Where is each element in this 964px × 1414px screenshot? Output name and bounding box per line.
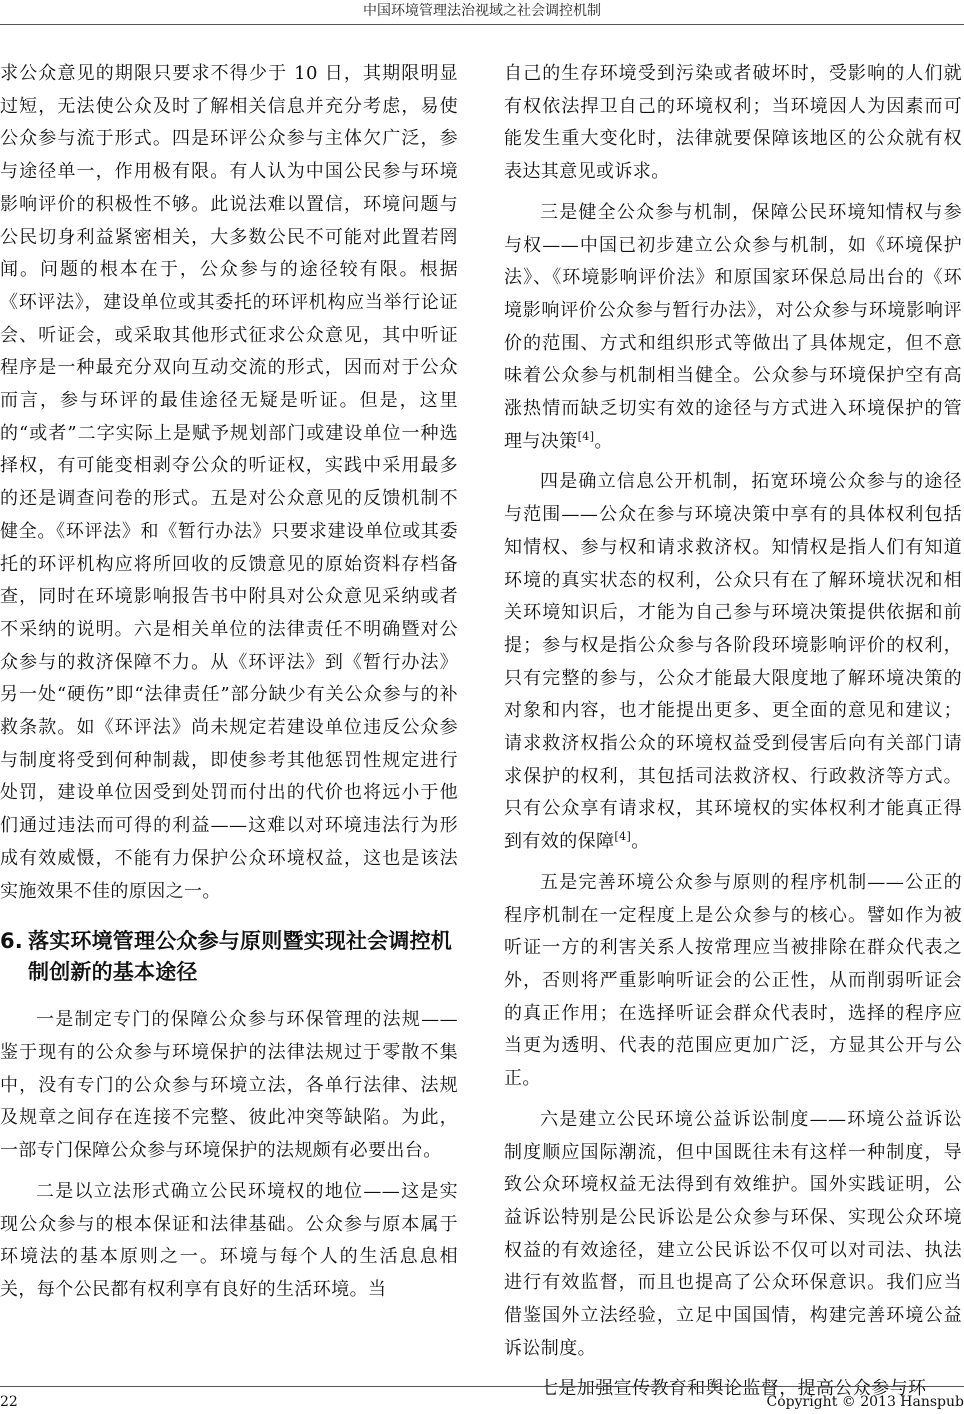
citation-reference: [4] <box>614 830 632 844</box>
paragraph-text: 三是健全公众参与机制，保障公民环境知情权与参与权——中国已初步建立公众参与机制，如《环境保护法》、《环境影响评价法》和原国家环保总局出台的《环境影响评价公众参与暂行办法》，对公众参与环境影响评价的范围、方式和组织形式等做出了具体规定，但不意味着公众参与机制相当健全。公众参与环境保护空有高涨热情而缺乏切实有效的途径与方式进入环境保护的管理与决策 <box>504 201 962 452</box>
section-heading <box>0 926 458 988</box>
body-paragraph: 一是制定专门的保障公众参与环保管理的法规——鉴于现有的公众参与环境保护的法律法规过于零散不集中，没有专门的公众参与环境立法，各单行法律、法规及规章之间存在连接不完整、彼此冲突等缺陷。为此，一部专门保障公众参与环境保护的法规颇有必要出台。 <box>0 1009 458 1162</box>
body-paragraph <box>504 197 962 459</box>
copyright-notice: Copyright © 2013 Hanspub <box>766 1394 964 1410</box>
running-header-title: 中国环境管理法治视域之社会调控机制 <box>363 3 601 19</box>
body-paragraph: 求公众意见的期限只要求不得少于 10 日，其期限明显过短，无法使公众及时了解相关信息并充分考虑，易使公众参与流于形式。四是环评公众参与主体欠广泛，参与途径单一，作用极有限。有人认为中国公民参与环境影响评价的积极性不够。此说法难以置信，环境问题与公民切身利益紧密相关，大多数公民不可能对此置若罔闻。问题的根本在于，公众参与的途径较有限。根据《环评法》，建设单位或其委托的环评机构应当举行论证会、听证会，或采取其他形式征求公众意见，其中听证程序是一种最充分双向互动交流的形式，因而对于公众而言，参与环评的最佳途径无疑是听证。但是，这里的“或者”二字实际上是赋予规划部门或建设单位一种选择权，有可能变相剥夺公众的听证权，实践中采用最多的还是调查问卷的形式。五是对公众意见的反馈机制不健全。《环评法》和《暂行办法》只要求建设单位或其委托的环评机构应将所回收的反馈意见的原始资料存档备查，同时在环境影响报告书中附具对公众意见采纳或者不采纳的说明。六是相关单位的法律责任不明确暨对公众参与的救济保障不力。从《环评法》到《暂行办法》另一处“硬伤”即“法律责任”部分缺少有关公众参与的补救条款。如《环评法》尚未规定若建设单位违反公众参与制度将受到何种制裁，即使参考其他惩罚性规定进行处罚，建设单位因受到处罚而付出的代价也将远小于他们通过违法而可得的利益——这难以对环境违法行为形成有效威慑，不能有力保护公众环境权益，这也是该法实施效果不佳的原因之一。 <box>0 63 458 902</box>
right-column <box>504 58 962 1406</box>
section-number: 6. <box>0 929 23 954</box>
body-paragraph: 自己的生存环境受到污染或者破坏时，受影响的人们就有权依法捍卫自己的环境权利；当环境因人为因素而可能发生重大变化时，法律就要保障该地区的公众就有权表达其意见或诉求。 <box>504 63 962 183</box>
body-paragraph: 二是以立法形式确立公民环境权的地位——这是实现公众参与的根本保证和法律基础。公众参与原本属于环境法的基本原则之一。环境与每个人的生活息息相关，每个公民都有权利享有良好的生活环境。当 <box>0 1180 458 1300</box>
paragraph-text: 四是确立信息公开机制，拓宽环境公众参与的途径与范围——公众在参与环境决策中享有的具体权利包括知情权、参与权和请求救济权。知情权是指人们有知道环境的真实状态的权利，公众只有在了解环境状况和相关环境知识后，才能为自己参与环境决策提供依据和前提；参与权是指公众参与各阶段环境影响评价的权利，只有完整的参与，公众才能最大限度地了解环境决策的对象和内容，也才能提出更多、更全面的意见和建议；请求救济权指公众的环境权益受到侵害后向有关部门请求保护的权利，其包括司法救济权、行政救济等方式。只有公众享有请求权，其环境权的实体权利才能真正得到有效的保障 <box>504 471 962 853</box>
footer-divider <box>0 1386 964 1387</box>
body-paragraph: 五是完善环境公众参与原则的程序机制——公正的程序机制在一定程度上是公众参与的核心。譬如作为被听证一方的利害关系人按常理应当被排除在群众代表之外，否则将严重影响听证会的公正性，从而削弱听证会的真正作用；在选择听证会群众代表时，选择的程序应当更为透明、代表的范围应更加广泛，方显其公开与公正。 <box>504 871 962 1090</box>
body-paragraph: 六是建立公民环境公益诉讼制度——环境公益诉讼制度顺应国际潮流，但中国既往未有这样一种制度，导致公众环境权益无法得到有效维护。国外实践证明，公益诉讼特别是公民诉讼是公众参与环保、实现公众环境权益的有效途径，建立公民诉讼不仅可以对司法、执法进行有效监督，而且也提高了公众环保意识。我们应当借鉴国外立法经验，立足中国国情，构建完善环境公益诉讼制度。 <box>504 1108 962 1359</box>
left-column <box>0 58 458 1307</box>
body-paragraph <box>504 466 962 858</box>
section-title: 落实环境管理公众参与原则暨实现社会调控机制创新的基本途径 <box>28 929 452 985</box>
citation-reference: [4] <box>577 429 595 443</box>
page-number: 22 <box>0 1394 18 1410</box>
header-divider <box>0 24 964 25</box>
paragraph-end: 。 <box>631 831 650 853</box>
body-paragraph: 七是加强宣传教育和舆论监督，提高公众参与环 <box>540 1378 927 1400</box>
paragraph-end: 。 <box>594 430 613 452</box>
